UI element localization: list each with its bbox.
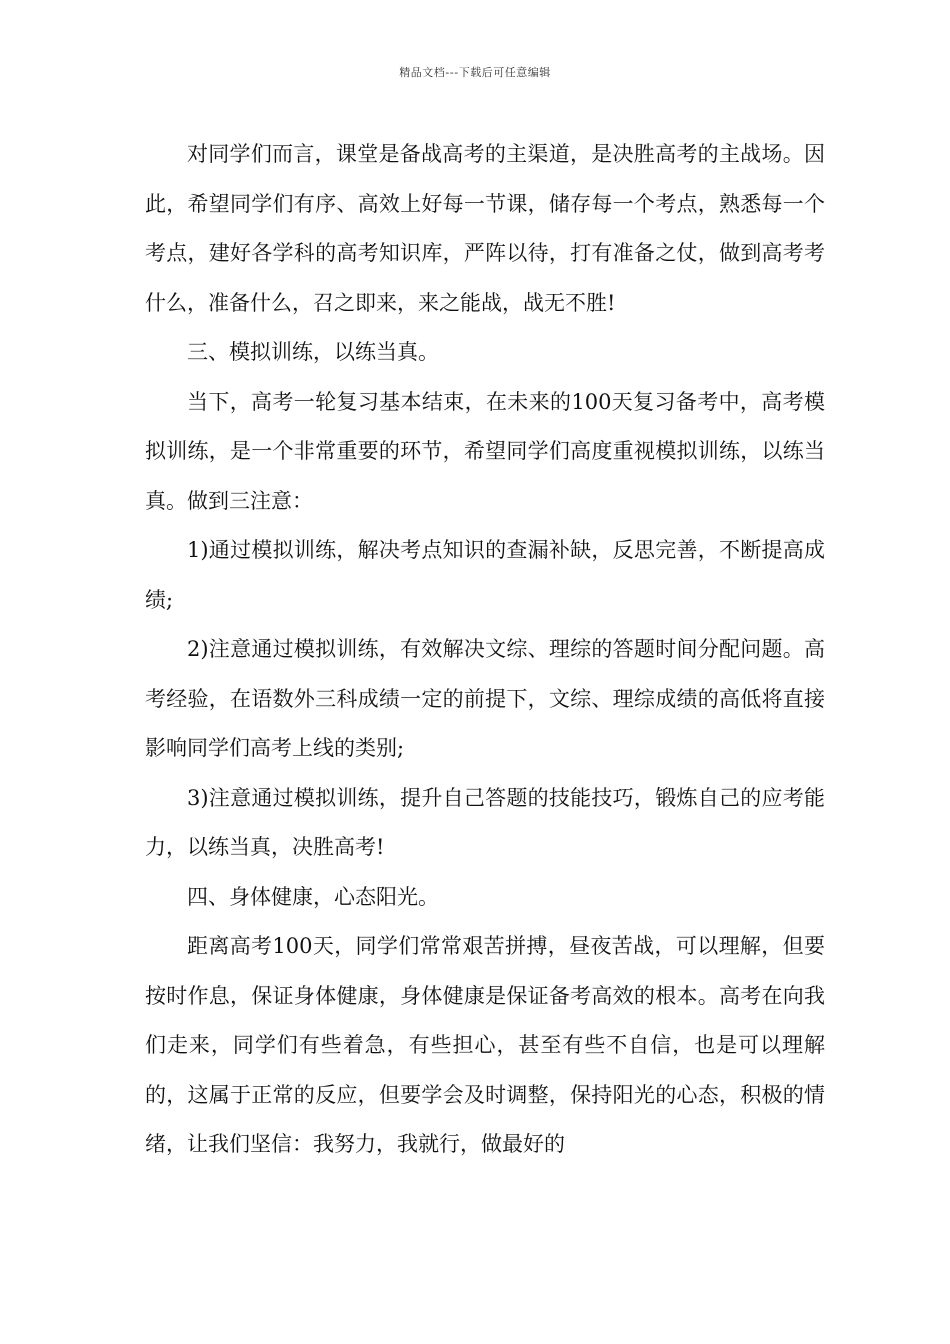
list-item-1: 1)通过模拟训练，解决考点知识的查漏补缺，反思完善，不断提高成绩; (145, 538, 825, 612)
section-heading-4: 四、身体健康，心态阳光。 (187, 884, 439, 909)
page-header: 精品文档---下载后可任意编辑 (399, 66, 551, 79)
paragraph-classroom: 对同学们而言，课堂是备战高考的主渠道，是决胜高考的主战场。因此，希望同学们有序、高效上好每一节课，储存每一个考点，熟悉每一个考点，建好各学科的高考知识库，严阵以待，打有准备之仗，做到高考考什么，准备什么，召之即来，来之能战，战无不胜! (145, 142, 825, 315)
document-body (145, 130, 825, 1170)
list-item-3: 3)注意通过模拟训练，提升自己答题的技能技巧，锻炼自己的应考能力，以练当真，决胜高考! (145, 785, 825, 859)
section-heading-3: 三、模拟训练，以练当真。 (187, 340, 439, 364)
paragraph-mock-training: 当下，高考一轮复习基本结束，在未来的100天复习备考中，高考模拟训练，是一个非常重要的环节，希望同学们高度重视模拟训练，以练当真。做到三注意： (145, 389, 825, 513)
paragraph-health: 距离高考100天，同学们常常艰苦拼搏，昼夜苦战，可以理解，但要按时作息，保证身体健康，身体健康是保证备考高效的根本。高考在向我们走来，同学们有些着急，有些担心，甚至有些不自信，也是可以理解的，这属于正常的反应，但要学会及时调整，保持阳光的心态，积极的情绪，让我们坚信：我努力，我就行，做最好的 (145, 934, 825, 1156)
list-item-2: 2)注意通过模拟训练，有效解决文综、理综的答题时间分配问题。高考经验，在语数外三科成绩一定的前提下，文综、理综成绩的高低将直接影响同学们高考上线的类别; (145, 637, 825, 760)
